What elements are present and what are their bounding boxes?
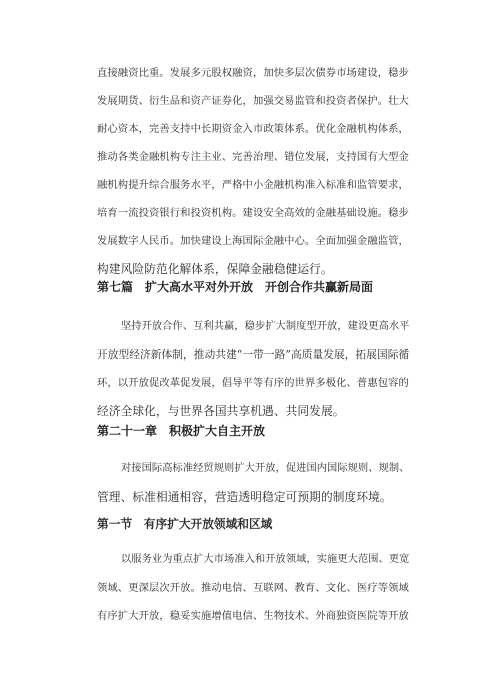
- paragraph-service-opening: [97, 546, 409, 630]
- part-heading: 第七篇 扩大高水平对外开放 开创合作共赢新局面: [97, 280, 374, 294]
- text-line: 开放型经济新体制，推动共建“一带一路”高质量发展，拓展国际循: [97, 348, 410, 361]
- text-line: 对接国际高标准经贸规则扩大开放，促进国内国际规则、规制、: [121, 463, 410, 474]
- section-heading: 第一节 有序扩大开放领域和区域: [97, 517, 273, 531]
- text-line: 发展期货、衍生品和资产证券化，加强交易监管和投资者保护。壮大: [97, 95, 409, 107]
- text-line: 有序扩大开放，稳妥实施增值电信、生物技术、外商独资医院等开放: [97, 610, 409, 622]
- paragraph-financial-system: [97, 59, 409, 283]
- text-line: 坚持开放合作、互利共赢，稳步扩大制度型开放，建设更高水平: [121, 321, 410, 332]
- text-line: 发展数字人民币。加快建设上海国际金融中心。全面加强金融监管，: [97, 235, 409, 247]
- text-line: 直接融资比重。发展多元股权融资，加快多层次债券市场建设，稳步: [97, 67, 409, 79]
- text-line: 培育一流投资银行和投资机构。建设安全高效的金融基础设施。稳步: [97, 207, 409, 219]
- paragraph-international-rules: [97, 455, 409, 511]
- paragraph-open-cooperation: [97, 313, 409, 425]
- text-line: 以服务业为重点扩大市场准入和开放领域，实施更大范围、更宽: [121, 554, 410, 565]
- text-line: 经济全球化，与世界各国共享机遇、共同发展。: [97, 404, 345, 418]
- text-line: 管理、标准相通相容，营造透明稳定可预期的制度环境。: [97, 490, 392, 504]
- text-line: 融机构提升综合服务水平，严格中小金融机构准入标准和监管要求，: [97, 179, 409, 191]
- text-line: 推动各类金融机构专注主业、完善治理、错位发展，支持国有大型金: [97, 151, 409, 163]
- text-line: 耐心资本，完善支持中长期资金入市政策体系。优化金融机构体系，: [97, 123, 409, 135]
- text-line: 构建风险防范化解体系，保障金融稳健运行。: [97, 262, 333, 276]
- chapter-heading: 第二十一章 积极扩大自主开放: [97, 424, 266, 438]
- text-line: 环，以开放促改革促发展，倡导平等有序的世界多极化、普惠包容的: [97, 377, 409, 389]
- text-line: 领域、更深层次开放。推动电信、互联网、教育、文化、医疗等领域: [97, 582, 409, 594]
